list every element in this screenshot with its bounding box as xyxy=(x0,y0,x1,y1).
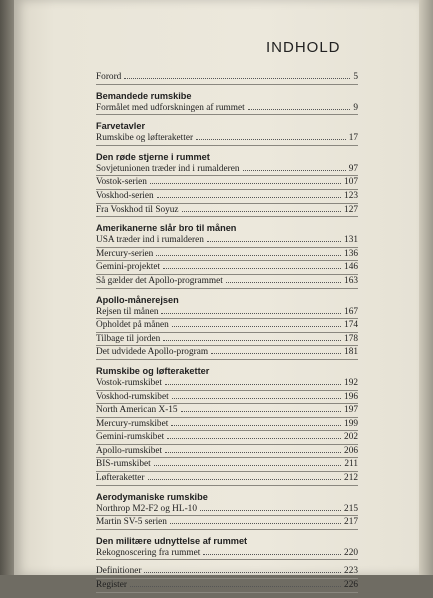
toc-entry xyxy=(96,404,358,418)
toc-entry xyxy=(96,547,358,561)
page-number: 223 xyxy=(344,566,358,577)
book-page xyxy=(14,0,419,591)
entry-title: Rumskibe og løfteraketter xyxy=(96,133,194,144)
leader-dots xyxy=(181,411,341,412)
toc-entry xyxy=(96,261,358,275)
leader-dots xyxy=(165,452,341,453)
toc-entry xyxy=(96,565,358,579)
section-heading: Apollo-månerejsen xyxy=(96,294,179,305)
page-number: 220 xyxy=(344,547,358,558)
page-number: 178 xyxy=(344,333,358,344)
toc-entry xyxy=(96,204,358,218)
toc-entry xyxy=(96,132,358,146)
page-number: 202 xyxy=(344,432,358,443)
page-number: 197 xyxy=(344,405,358,416)
entry-title: Forord xyxy=(96,72,122,82)
toc-entry xyxy=(96,190,358,204)
entry-title: Vostok-rumskibet xyxy=(96,377,162,388)
page-number: 181 xyxy=(344,347,358,358)
page-number: 9 xyxy=(353,102,358,113)
toc-section xyxy=(96,535,358,561)
leader-dots xyxy=(172,398,341,399)
toc-entry xyxy=(96,319,358,333)
page-number: 212 xyxy=(344,473,358,484)
toc-entry xyxy=(96,234,358,248)
page-number: 127 xyxy=(344,204,358,215)
entry-title: Register xyxy=(96,580,127,591)
page-number: 211 xyxy=(344,459,358,470)
entry-title: Definitioner xyxy=(96,566,142,577)
leader-dots xyxy=(148,479,342,480)
section-heading: Bemandede rumskibe xyxy=(96,90,192,101)
entry-title: Formålet med udforskningen af rummet xyxy=(96,102,245,113)
page-edge xyxy=(419,0,433,575)
toc-entry xyxy=(96,102,358,116)
leader-dots xyxy=(182,211,341,212)
toc-entry xyxy=(96,516,358,530)
leader-dots xyxy=(243,170,346,171)
toc-section xyxy=(96,151,358,217)
page-number: 226 xyxy=(344,580,358,591)
page-number: 215 xyxy=(344,503,358,514)
leader-dots xyxy=(200,510,341,511)
leader-dots xyxy=(203,554,341,555)
toc-entry xyxy=(96,71,358,85)
entry-title: BIS-rumskibet xyxy=(96,459,151,470)
toc-entry xyxy=(96,445,358,459)
leader-dots xyxy=(171,425,341,426)
page-number: 136 xyxy=(344,248,358,259)
toc-entry xyxy=(96,377,358,391)
toc-section xyxy=(96,222,358,288)
leader-dots xyxy=(163,340,341,341)
entry-title: Gemini-projektet xyxy=(96,262,161,273)
entry-title: Tilbage til jorden xyxy=(96,333,161,344)
section-heading: Rumskibe og løfteraketter xyxy=(96,365,210,376)
page-number: 163 xyxy=(344,275,358,286)
toc-entry xyxy=(96,472,358,486)
page-number: 107 xyxy=(344,177,358,188)
page-number: 131 xyxy=(344,235,358,246)
entry-title: USA træder ind i rumalderen xyxy=(96,235,204,246)
page-title: INDHOLD xyxy=(266,39,341,56)
table-of-contents xyxy=(96,71,358,598)
toc-entry xyxy=(96,163,358,177)
page-number: 146 xyxy=(344,262,358,273)
toc-entry xyxy=(96,346,358,360)
toc-section xyxy=(96,365,358,486)
entry-title: Apollo-rumskibet xyxy=(96,445,163,456)
page-number: 217 xyxy=(344,517,358,528)
toc-section xyxy=(96,90,358,116)
toc-entry xyxy=(96,176,358,190)
toc-entry xyxy=(96,458,358,472)
toc-entry xyxy=(96,418,358,432)
page-number: 5 xyxy=(353,72,358,82)
entry-title: Opholdet på månen xyxy=(96,320,169,331)
entry-title: Voskhod-serien xyxy=(96,190,154,201)
leader-dots xyxy=(154,465,342,466)
page-number: 123 xyxy=(344,190,358,201)
entry-title: Mercury-serien xyxy=(96,248,154,259)
toc-section xyxy=(96,71,358,85)
entry-title: Det udvidede Apollo-program xyxy=(96,347,209,358)
toc-section xyxy=(96,491,358,530)
leader-dots xyxy=(156,255,341,256)
toc-section xyxy=(96,294,358,360)
toc-section xyxy=(96,565,358,592)
entry-title: Sovjetunionen træder ind i rumalderen xyxy=(96,163,240,174)
section-heading: Farvetavler xyxy=(96,121,146,132)
section-heading: Amerikanerne slår bro til månen xyxy=(96,223,237,234)
page-number: 167 xyxy=(344,306,358,317)
page-number: 192 xyxy=(344,377,358,388)
entry-title: Rekognoscering fra rummet xyxy=(96,547,201,558)
toc-entry xyxy=(96,333,358,347)
toc-section xyxy=(96,120,358,146)
book-spine-shadow xyxy=(0,0,14,575)
toc-entry xyxy=(96,391,358,405)
leader-dots xyxy=(211,353,341,354)
section-heading: Den røde stjerne i rummet xyxy=(96,151,210,162)
entry-title: Voskhod-rumskibet xyxy=(96,391,169,402)
leader-dots xyxy=(172,326,341,327)
entry-title: Fra Voskhod til Soyuz xyxy=(96,204,179,215)
section-heading: Den militære udnyttelse af rummet xyxy=(96,535,248,546)
section-heading: Aerodymaniske rumskibe xyxy=(96,491,208,502)
leader-dots xyxy=(130,586,341,587)
entry-title: North American X-15 xyxy=(96,405,178,416)
leader-dots xyxy=(157,197,341,198)
leader-dots xyxy=(207,241,341,242)
entry-title: Martin SV-5 serien xyxy=(96,517,167,528)
leader-dots xyxy=(226,282,341,283)
toc-entry xyxy=(96,579,358,593)
page-number: 174 xyxy=(344,320,358,331)
page-number: 17 xyxy=(348,133,358,144)
entry-title: Northrop M2-F2 og HL-10 xyxy=(96,503,197,514)
entry-title: Så gælder det Apollo-programmet xyxy=(96,275,223,286)
leader-dots xyxy=(165,384,341,385)
leader-dots xyxy=(248,109,351,110)
toc-entry xyxy=(96,306,358,320)
leader-dots xyxy=(196,139,346,140)
leader-dots xyxy=(167,438,341,439)
page-number: 206 xyxy=(344,445,358,456)
leader-dots xyxy=(163,268,341,269)
leader-dots xyxy=(161,313,341,314)
entry-title: Mercury-rumskibet xyxy=(96,418,169,429)
entry-title: Løfteraketter xyxy=(96,473,145,484)
entry-title: Gemini-rumskibet xyxy=(96,432,165,443)
entry-title: Rejsen til månen xyxy=(96,306,159,317)
leader-dots xyxy=(150,183,341,184)
toc-entry xyxy=(96,275,358,289)
page-number: 97 xyxy=(348,163,358,174)
leader-dots xyxy=(144,572,341,573)
page-number: 199 xyxy=(344,418,358,429)
entry-title: Vostok-serien xyxy=(96,177,147,188)
toc-entry xyxy=(96,248,358,262)
toc-entry xyxy=(96,503,358,517)
leader-dots xyxy=(124,78,350,79)
toc-entry xyxy=(96,431,358,445)
leader-dots xyxy=(170,523,341,524)
page-number: 196 xyxy=(344,391,358,402)
